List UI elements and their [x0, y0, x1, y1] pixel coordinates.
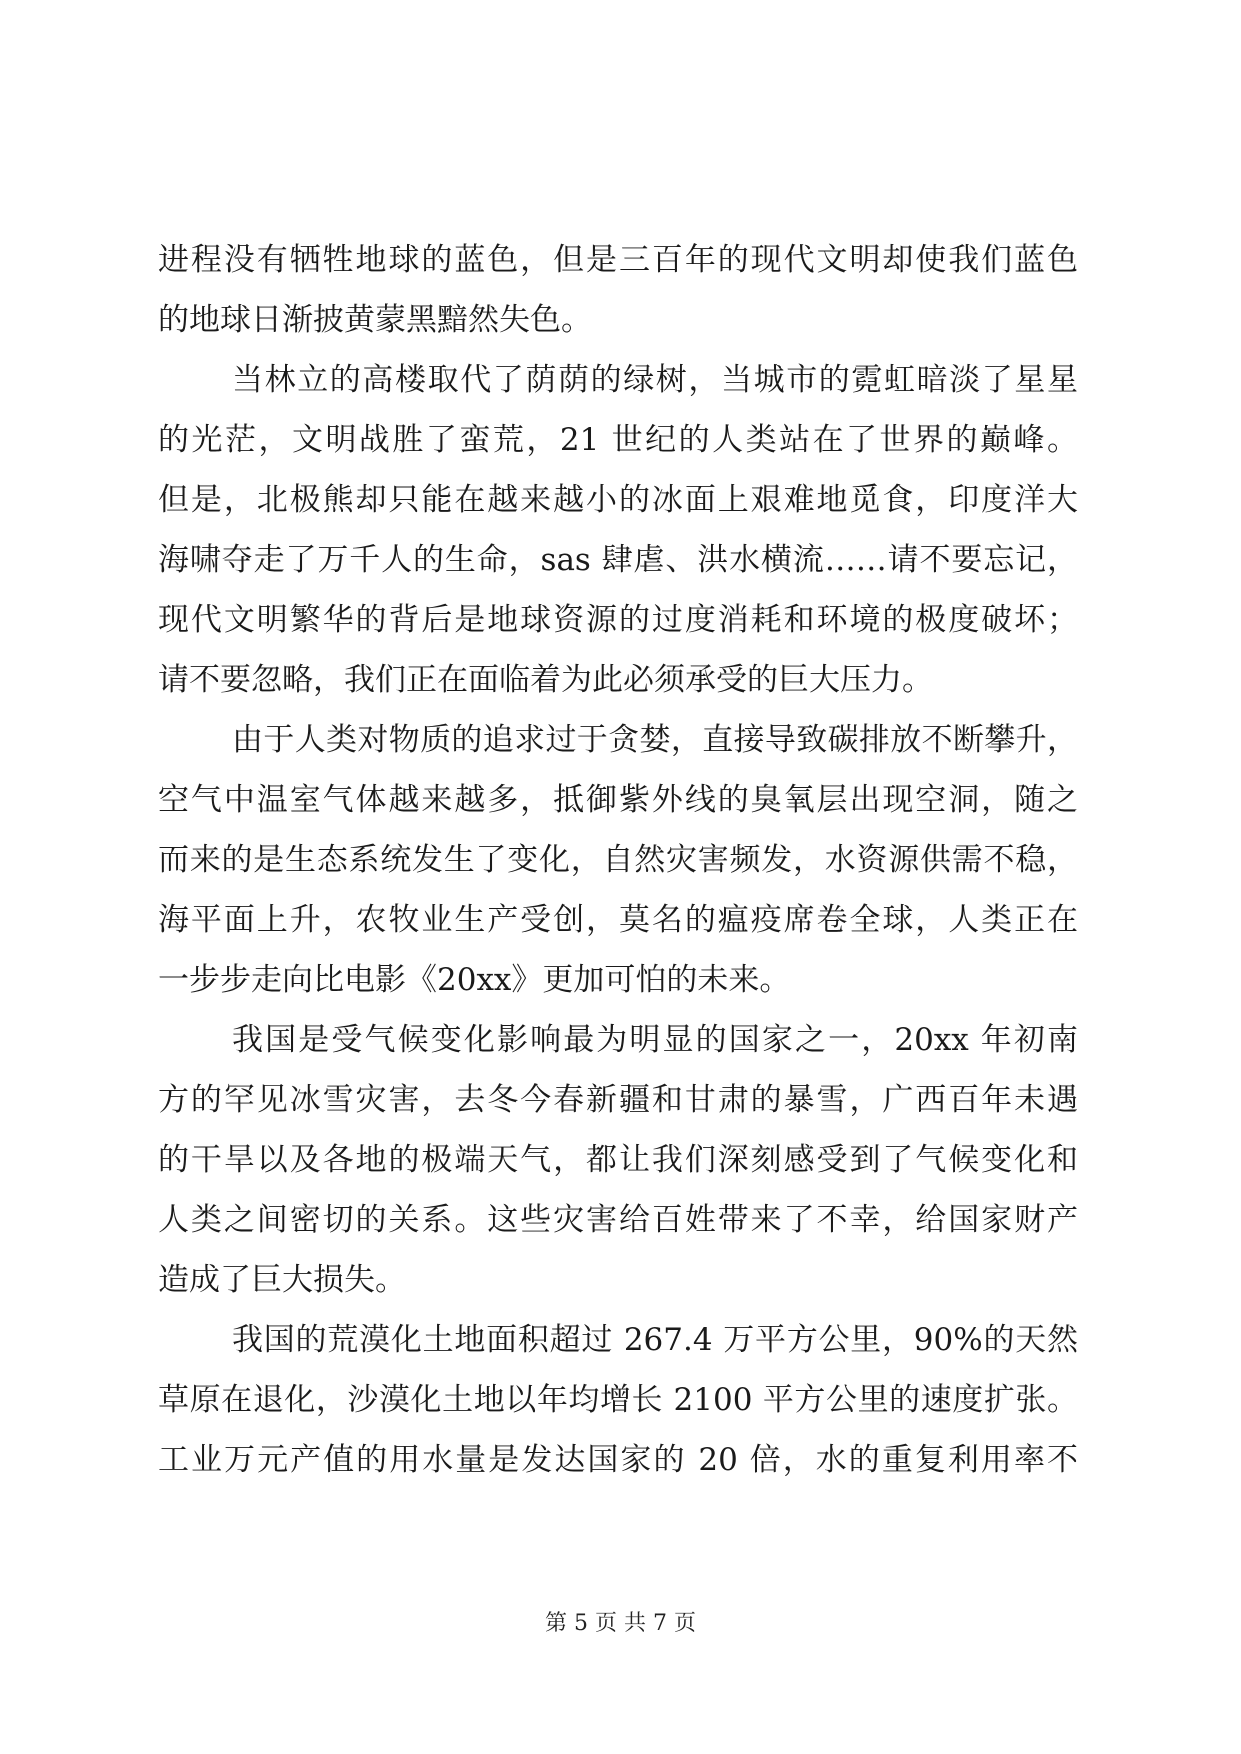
text-line: 方的罕见冰雪灾害，去冬今春新疆和甘肃的暴雪，广西百年未遇: [158, 1082, 1078, 1118]
body-text: [158, 230, 1078, 1490]
text-line: 草原在退化，沙漠化土地以年均增长 2100 平方公里的速度扩张。: [158, 1382, 1078, 1418]
paragraph-start-line: 由于人类对物质的追求过于贪婪，直接导致碳排放不断攀升，: [232, 722, 1078, 758]
page-number-footer: 第 5 页 共 7 页: [545, 1611, 696, 1636]
paragraph-start-line: 我国的荒漠化土地面积超过 267.4 万平方公里，90%的天然: [232, 1322, 1078, 1358]
text-line: 造成了巨大损失。: [158, 1262, 406, 1298]
text-line: 现代文明繁华的背后是地球资源的过度消耗和环境的极度破坏；: [158, 602, 1078, 638]
text-line: 空气中温室气体越来越多，抵御紫外线的臭氧层出现空洞，随之: [158, 782, 1078, 818]
paragraph-start-line: 我国是受气候变化影响最为明显的国家之一，20xx 年初南: [232, 1022, 1078, 1058]
text-line: 的干旱以及各地的极端天气，都让我们深刻感受到了气候变化和: [158, 1142, 1078, 1178]
text-line: 而来的是生态系统发生了变化，自然灾害频发，水资源供需不稳，: [158, 842, 1078, 878]
text-line: 的地球日渐披黄蒙黑黯然失色。: [158, 302, 592, 338]
text-line: 请不要忽略，我们正在面临着为此必须承受的巨大压力。: [158, 662, 933, 698]
text-line: 人类之间密切的关系。这些灾害给百姓带来了不幸，给国家财产: [158, 1202, 1078, 1238]
paragraph-start-line: 当林立的高楼取代了荫荫的绿树，当城市的霓虹暗淡了星星: [232, 362, 1078, 398]
text-line: 工业万元产值的用水量是发达国家的 20 倍，水的重复利用率不: [158, 1442, 1078, 1478]
text-line: 一步步走向比电影《20xx》更加可怕的未来。: [158, 962, 791, 998]
text-line: 但是，北极熊却只能在越来越小的冰面上艰难地觅食，印度洋大: [158, 482, 1078, 518]
text-line: 海啸夺走了万千人的生命，sas 肆虐、洪水横流……请不要忘记，: [158, 542, 1078, 578]
text-line: 的光茫，文明战胜了蛮荒，21 世纪的人类站在了世界的巅峰。: [158, 422, 1078, 458]
text-line: 海平面上升，农牧业生产受创，莫名的瘟疫席卷全球，人类正在: [158, 902, 1078, 938]
text-line: 进程没有牺牲地球的蓝色，但是三百年的现代文明却使我们蓝色: [158, 242, 1078, 278]
